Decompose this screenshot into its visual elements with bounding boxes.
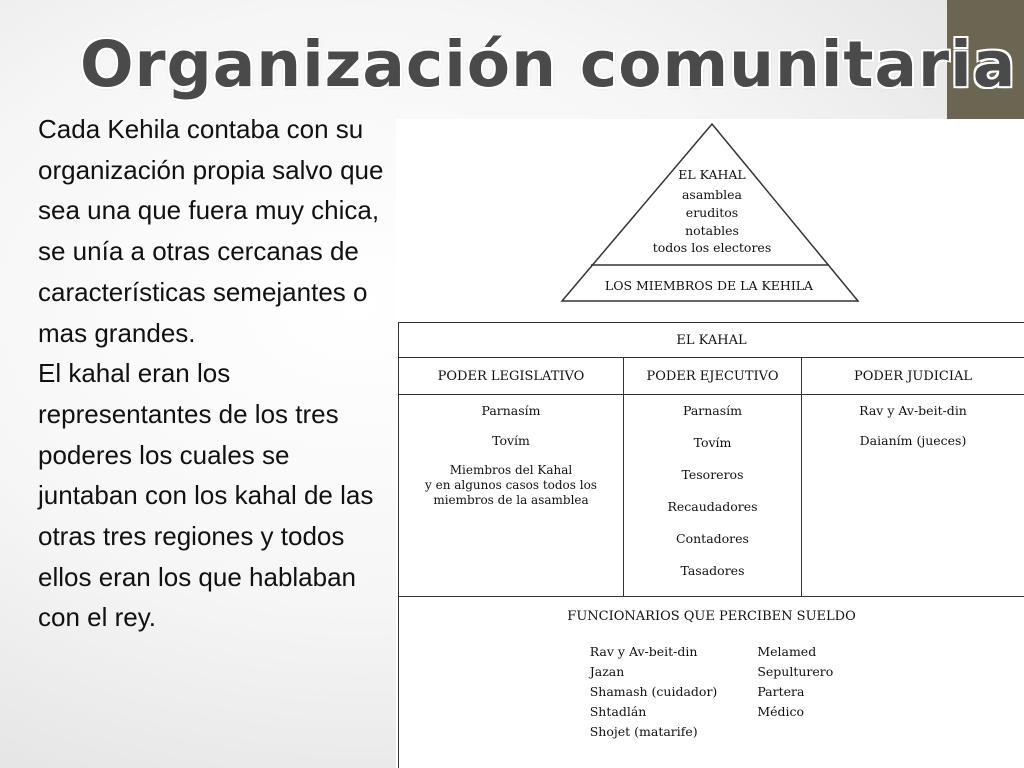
pyramid-top-label: EL KAHAL xyxy=(678,167,746,182)
pyramid-diagram xyxy=(396,119,1024,309)
body-paragraph-2: El kahal eran los representantes de los tres poderes los cuales se juntaban con los kahal de las otras tres regiones y todos ellos eran los que hablaban con el rey. xyxy=(38,358,374,633)
ejecutivo-item: Parnasím xyxy=(682,403,743,418)
legislativo-item: Tovím xyxy=(492,433,530,448)
funcionario-item: Partera xyxy=(757,684,805,699)
legislativo-cell xyxy=(399,395,624,597)
column-header-judicial: PODER JUDICIAL xyxy=(802,358,1024,395)
funcionario-item: Sepulturero xyxy=(757,664,834,679)
funcionario-item: Shamash (cuidador) xyxy=(589,684,718,699)
ejecutivo-item: Tasadores xyxy=(680,563,745,578)
kahal-table xyxy=(398,322,1024,768)
funcionario-item: Jazan xyxy=(589,664,625,679)
kahal-figure xyxy=(396,119,1024,768)
funcionario-item: Rav y Av-beit-din xyxy=(589,644,698,659)
pyramid-item: notables xyxy=(685,223,739,238)
funcionario-item: Melamed xyxy=(757,644,817,659)
legislativo-item: Parnasím xyxy=(481,403,541,418)
ejecutivo-item: Tovím xyxy=(693,435,732,450)
legislativo-item: miembros de la asamblea xyxy=(433,493,589,507)
body-text xyxy=(38,109,388,638)
funcionarios-right-list xyxy=(757,642,833,742)
pyramid-base-label: LOS MIEMBROS DE LA KEHILA xyxy=(604,278,814,293)
funcionarios-cell xyxy=(399,597,1024,768)
pyramid-item: eruditos xyxy=(685,205,739,220)
pyramid-item: todos los electores xyxy=(652,240,772,255)
judicial-item: Daianím (jueces) xyxy=(859,433,967,448)
ejecutivo-item: Recaudadores xyxy=(667,499,758,514)
judicial-item: Rav y Av-beit-din xyxy=(859,403,967,418)
ejecutivo-item: Tesoreros xyxy=(681,467,744,482)
funcionarios-left-list xyxy=(590,642,718,742)
body-paragraph-1: Cada Kehila contaba con su organización propia salvo que sea una que fuera muy chica, se unía a otras cercanas de características semejantes o mas grandes. xyxy=(38,114,384,348)
funcionario-item: Shojet (matarife) xyxy=(589,724,698,739)
legislativo-item: Miembros del Kahal xyxy=(449,463,573,477)
slide-title: Organización comunitaria xyxy=(80,28,1017,101)
funcionario-item: Médico xyxy=(757,704,805,719)
column-header-legislativo: PODER LEGISLATIVO xyxy=(399,358,624,395)
pyramid-item: asamblea xyxy=(681,187,743,202)
ejecutivo-cell xyxy=(624,395,802,597)
funcionarios-title: FUNCIONARIOS QUE PERCIBEN SUELDO xyxy=(567,609,856,624)
table-header: EL KAHAL xyxy=(399,323,1024,358)
legislativo-item: y en algunos casos todos los xyxy=(425,478,597,492)
funcionario-item: Shtadlán xyxy=(589,704,647,719)
column-header-ejecutivo: PODER EJECUTIVO xyxy=(624,358,802,395)
judicial-cell xyxy=(802,395,1024,597)
ejecutivo-item: Contadores xyxy=(676,531,749,546)
